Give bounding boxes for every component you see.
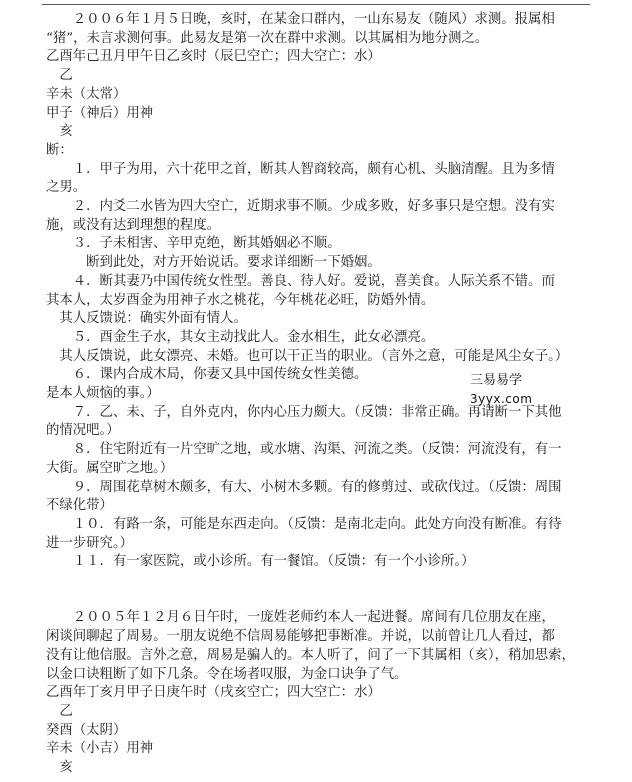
text-line: 癸酉（太阴） bbox=[46, 722, 127, 738]
text-line: 辛未（太常） bbox=[46, 86, 127, 102]
text-line: ７．乙、未、子，自外克内，你内心压力颇大。（反馈：非常正确。再请断一下其他 bbox=[46, 404, 562, 420]
text-line: ２００５年１２月６日午时，一庞姓老师约本人一起进餐。席间有几位朋友在座， bbox=[46, 610, 555, 626]
text-line: ５．酉金生子水，其女主动找此人。金水相生，此女必漂亮。 bbox=[46, 329, 435, 345]
text-line: 不绿化带） bbox=[46, 498, 113, 514]
text-line: 亥 bbox=[46, 124, 73, 140]
text-line: 辛未（小吉）用神 bbox=[46, 741, 154, 757]
text-line: 没有让他信服。言外之意，周易是骗人的。本人听了，问了一下其属相（亥），稍加思索， bbox=[46, 647, 575, 663]
text-line: 闲谈间聊起了周易。一朋友说绝不信周易能够把事断准。并说，以前曾让几人看过，都 bbox=[46, 629, 555, 645]
text-line: １１．有一家医院，或小诊所。有一餐馆。（反馈：有一个小诊所。） bbox=[46, 554, 475, 570]
text-line: ９．周围花草树木颇多，有大、小树木多颗。有的修剪过、或砍伐过。（反馈：周围 bbox=[46, 479, 562, 495]
text-line: “猪”，未言求测何事。此易友是第一次在群中求测。以其属相为地分测之。 bbox=[46, 30, 489, 46]
text-line: ３．子未相害、辛甲克绝，断其婚姻必不顺。 bbox=[46, 236, 341, 252]
text-line: 之男。 bbox=[46, 180, 87, 196]
watermark-brand: 三易易学 bbox=[470, 373, 523, 388]
text-line: 大街。属空旷之地。） bbox=[46, 460, 174, 476]
text-line: ２．内爻二水皆为四大空亡，近期求事不顺。少成多败，好多事只是空想。没有实 bbox=[46, 199, 555, 214]
text-line: ２００６年１月５日晚，亥时，在某金口群内，一山东易友（随风）求测。报属相 bbox=[46, 12, 555, 27]
text-line: 的情况吧。） bbox=[46, 423, 120, 439]
text-line: １．甲子为用，六十花甲之首，断其人智商较高，颇有心机、头脑清醒。且为多情 bbox=[46, 161, 555, 177]
top-rule bbox=[42, 4, 590, 5]
text-line: 乙 bbox=[46, 68, 73, 84]
text-line: 乙 bbox=[46, 703, 73, 719]
text-line: 其本人，太岁酉金为用神子水之桃花，今年桃花必旺，防婚外情。 bbox=[46, 292, 435, 308]
text-line bbox=[46, 590, 592, 610]
text-line: 断到此处，对方开始说话。要求详细断一下婚姻。 bbox=[46, 255, 381, 271]
text-line: 亥 bbox=[46, 760, 73, 775]
text-line: ８．住宅附近有一片空旷之地，或水塘、沟渠、河流之类。（反馈：河流没有，有一 bbox=[46, 442, 562, 458]
text-line: ４．断其妻乃中国传统女性型。善良、待人好。爱说，喜美食。人际关系不错。而 bbox=[46, 273, 555, 289]
text-line: 其人反馈说：确实外面有情人。 bbox=[46, 311, 247, 327]
text-line: 是本人烦恼的事。） bbox=[46, 386, 160, 401]
text-line: 乙酉年丁亥月甲子日庚午时（戌亥空亡；四大空亡：水） bbox=[46, 685, 381, 701]
text-line: 甲子（神后）用神 bbox=[46, 105, 154, 121]
text-line: 以金口诀粗断了如下几条。令在场者叹服，为金口诀争了气。 bbox=[46, 666, 408, 682]
text-line: 断： bbox=[46, 142, 73, 158]
text-line: １０．有路一条，可能是东西走向。（反馈：是南北走向。此处方向没有断准。有待 bbox=[46, 516, 562, 532]
watermark-url: 3yyx.com bbox=[470, 392, 533, 406]
text-line bbox=[46, 571, 592, 591]
watermark bbox=[470, 372, 532, 408]
text-line: 施，或没有达到理想的程度。 bbox=[46, 217, 221, 233]
text-line: 其人反馈说，此女漂亮、未婚。也可以干正当的职业。（言外之意，可能是风尘女子。） bbox=[46, 348, 569, 364]
text-line: 乙酉年己丑月甲午日乙亥时（辰巳空亡；四大空亡：水） bbox=[46, 49, 381, 65]
text-line: ６．课内合成木局，你妻又具中国传统女性美德。 bbox=[46, 367, 368, 383]
text-line: 进一步研究。） bbox=[46, 535, 134, 551]
